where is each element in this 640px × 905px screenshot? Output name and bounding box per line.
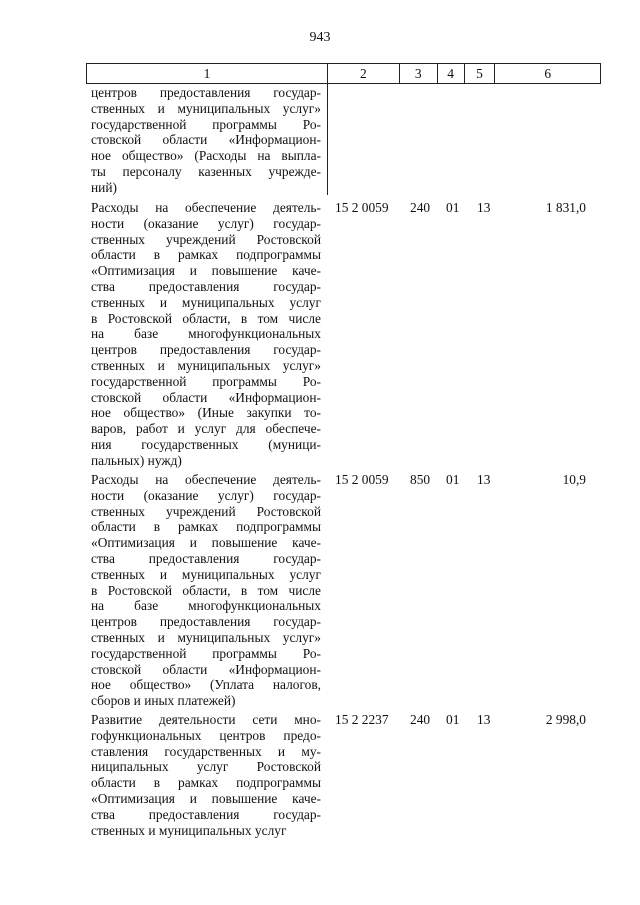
description-line: центров предоставления государ- (91, 85, 321, 100)
header-col-1: 1 (87, 64, 328, 83)
description-line: центров предоставления государ- (91, 342, 321, 358)
description-line: ственных и муниципальных услуг» (91, 357, 321, 373)
row-description (91, 472, 321, 709)
description-line: ства предоставления государ- (91, 278, 321, 294)
description-line: ты персоналу казенных учрежде- (91, 163, 321, 179)
description-line: варов, работ и услуг для обеспече- (91, 421, 321, 437)
description-line: пальных) нужд) (91, 452, 182, 468)
description-line: государственной программы Ро- (91, 373, 321, 389)
description-line: на базе многофункциональных (91, 598, 321, 614)
page-number: 943 (309, 30, 331, 45)
row-subsection: 13 (477, 200, 491, 215)
description-line: ственных и муниципальных услуг» (91, 100, 321, 116)
description-line: Расходы на обеспечение деятель- (91, 200, 321, 215)
description-line: стовской области «Информацион- (91, 132, 321, 148)
description-line: ственных и муниципальных услуг (91, 566, 321, 582)
row-expense-type: 240 (410, 712, 431, 727)
row-section: 01 (446, 200, 460, 215)
description-line: ния государственных (муници- (91, 436, 321, 452)
header-col-5: 5 (465, 64, 496, 83)
description-line: ственных и муниципальных услуг (91, 294, 321, 310)
column-divider (327, 84, 328, 195)
description-line: стовской области «Информацион- (91, 661, 321, 677)
row-code: 15 2 0059 (335, 472, 389, 487)
header-col-4: 4 (438, 64, 465, 83)
description-line: области в рамках подпрограммы (91, 775, 321, 791)
description-line: ное общество» (Иные закупки то- (91, 405, 321, 421)
description-line: центров предоставления государ- (91, 614, 321, 630)
row-amount: 1 831,0 (545, 200, 586, 215)
row-code: 15 2 0059 (335, 200, 389, 215)
description-line: в Ростовской области, в том числе (91, 310, 321, 326)
description-line: в Ростовской области, в том числе (91, 582, 321, 598)
header-col-6: 6 (544, 66, 552, 81)
description-line: государственной программы Ро- (91, 116, 321, 132)
description-line: Расходы на обеспечение деятель- (91, 472, 321, 487)
row-expense-type: 240 (410, 200, 431, 215)
description-line: на базе многофункциональных (91, 326, 321, 342)
header-col-2: 2 (328, 64, 400, 83)
description-line: ственных и муниципальных услуг (91, 822, 287, 838)
row-description (91, 200, 321, 469)
description-line: ности (оказание услуг) государ- (91, 487, 321, 503)
row-subsection: 13 (477, 712, 491, 727)
description-line: гофункциональных центров предо- (91, 727, 321, 743)
description-line: Развитие деятельности сети мно- (91, 712, 321, 727)
row-description (91, 85, 321, 196)
row-expense-type: 850 (410, 472, 431, 487)
description-line: «Оптимизация и повышение каче- (91, 263, 321, 279)
row-subsection: 13 (477, 472, 491, 487)
row-description (91, 712, 321, 838)
row-section: 01 (446, 712, 460, 727)
description-line: ности (оказание услуг) государ- (91, 215, 321, 231)
description-line: ства предоставления государ- (91, 806, 321, 822)
header-col-3: 3 (400, 64, 438, 83)
description-line: ний) (91, 179, 117, 195)
description-line: сборов и иных платежей) (91, 693, 236, 709)
description-line: государственной программы Ро- (91, 645, 321, 661)
description-line: ственных учреждений Ростовской (91, 231, 321, 247)
description-line: ное общество» (Уплата налогов, (91, 677, 321, 693)
description-line: ниципальных услуг Ростовской (91, 759, 321, 775)
description-line: «Оптимизация и повышение каче- (91, 790, 321, 806)
description-line: «Оптимизация и повышение каче- (91, 535, 321, 551)
row-section: 01 (446, 472, 460, 487)
description-line: ства предоставления государ- (91, 550, 321, 566)
description-line: ственных и муниципальных услуг» (91, 629, 321, 645)
description-line: ственных учреждений Ростовской (91, 503, 321, 519)
row-amount: 2 998,0 (545, 712, 586, 727)
row-code: 15 2 2237 (335, 712, 389, 727)
description-line: области в рамках подпрограммы (91, 519, 321, 535)
description-line: области в рамках подпрограммы (91, 247, 321, 263)
description-line: ставления государственных и му- (91, 743, 321, 759)
description-line: стовской области «Информацион- (91, 389, 321, 405)
table-header (86, 63, 601, 84)
description-line: ное общество» (Расходы на выпла- (91, 148, 321, 164)
row-amount: 10,9 (562, 472, 586, 487)
